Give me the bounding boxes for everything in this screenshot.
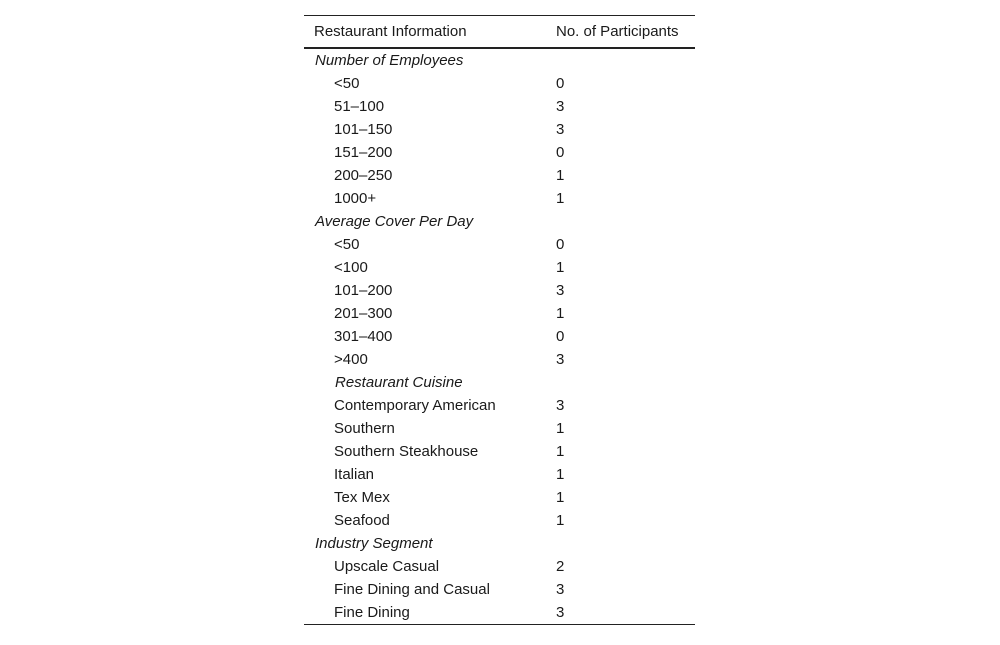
table-row [304,325,695,348]
row-label: Seafood [334,512,390,529]
row-label: Southern [334,420,395,437]
row-label: 101–200 [334,282,393,299]
section-row-industry-segment [304,532,695,555]
row-participant-count: 3 [556,351,565,368]
row-label: <50 [334,236,360,253]
row-participant-count: 1 [556,167,565,184]
table-row [304,348,695,371]
table-row [304,72,695,95]
table-row [304,164,695,187]
table-row [304,394,695,417]
row-label: >400 [334,351,368,368]
section-empty-cell [556,532,695,555]
row-participant-count: 1 [556,443,565,460]
row-participant-count: 2 [556,558,565,575]
row-participant-count: 1 [556,466,565,483]
row-participant-count: 1 [556,489,565,506]
row-participant-count: 1 [556,420,565,437]
row-label: 201–300 [334,305,393,322]
table-row [304,233,695,256]
row-participant-count: 1 [556,190,565,207]
row-label: Upscale Casual [334,558,440,575]
table-row [304,95,695,118]
row-label: 1000+ [334,190,377,207]
row-label: Southern Steakhouse [334,443,479,460]
table-row [304,118,695,141]
row-label: 101–150 [334,121,393,138]
row-label: 200–250 [334,167,393,184]
table-row [304,187,695,210]
section-row-restaurant-cuisine [304,371,695,394]
table-row [304,555,695,578]
participants-table-container [304,15,695,625]
row-label: Fine Dining [334,604,410,621]
restaurant-information-table [304,15,695,625]
row-participant-count: 3 [556,581,565,598]
table-row [304,440,695,463]
row-label: <100 [334,259,368,276]
section-row-number-of-employees [304,48,695,72]
row-label: <50 [334,75,360,92]
row-participant-count: 0 [556,144,565,161]
table-row [304,601,695,625]
section-empty-cell [556,48,695,72]
row-participant-count: 1 [556,512,565,529]
section-empty-cell [556,371,695,394]
table-row [304,417,695,440]
row-label: 151–200 [334,144,393,161]
row-participant-count: 0 [556,75,565,92]
row-participant-count: 1 [556,259,565,276]
table-row [304,302,695,325]
row-participant-count: 1 [556,305,565,322]
section-empty-cell [556,210,695,233]
row-participant-count: 3 [556,282,565,299]
section-label: Industry Segment [315,535,433,552]
table-body [304,48,695,625]
table-row [304,578,695,601]
header-restaurant-information: Restaurant Information [314,23,467,40]
row-participant-count: 3 [556,98,565,115]
row-participant-count: 3 [556,121,565,138]
section-label: Restaurant Cuisine [335,374,463,391]
table-row [304,256,695,279]
header-no-of-participants: No. of Participants [556,23,679,40]
table-row [304,463,695,486]
row-label: Contemporary American [334,397,496,414]
row-participant-count: 3 [556,604,565,621]
row-label: Tex Mex [334,489,390,506]
table-row [304,279,695,302]
header-row [304,16,695,49]
row-participant-count: 0 [556,328,565,345]
table-row [304,509,695,532]
row-participant-count: 0 [556,236,565,253]
row-label: Italian [334,466,375,483]
table-row [304,141,695,164]
row-label: Fine Dining and Casual [334,581,490,598]
table-header [304,16,695,49]
section-label: Average Cover Per Day [315,213,474,230]
row-participant-count: 3 [556,397,565,414]
table-row [304,486,695,509]
row-label: 51–100 [334,98,385,115]
section-label: Number of Employees [315,52,464,69]
row-label: 301–400 [334,328,393,345]
section-row-average-cover-per-day [304,210,695,233]
